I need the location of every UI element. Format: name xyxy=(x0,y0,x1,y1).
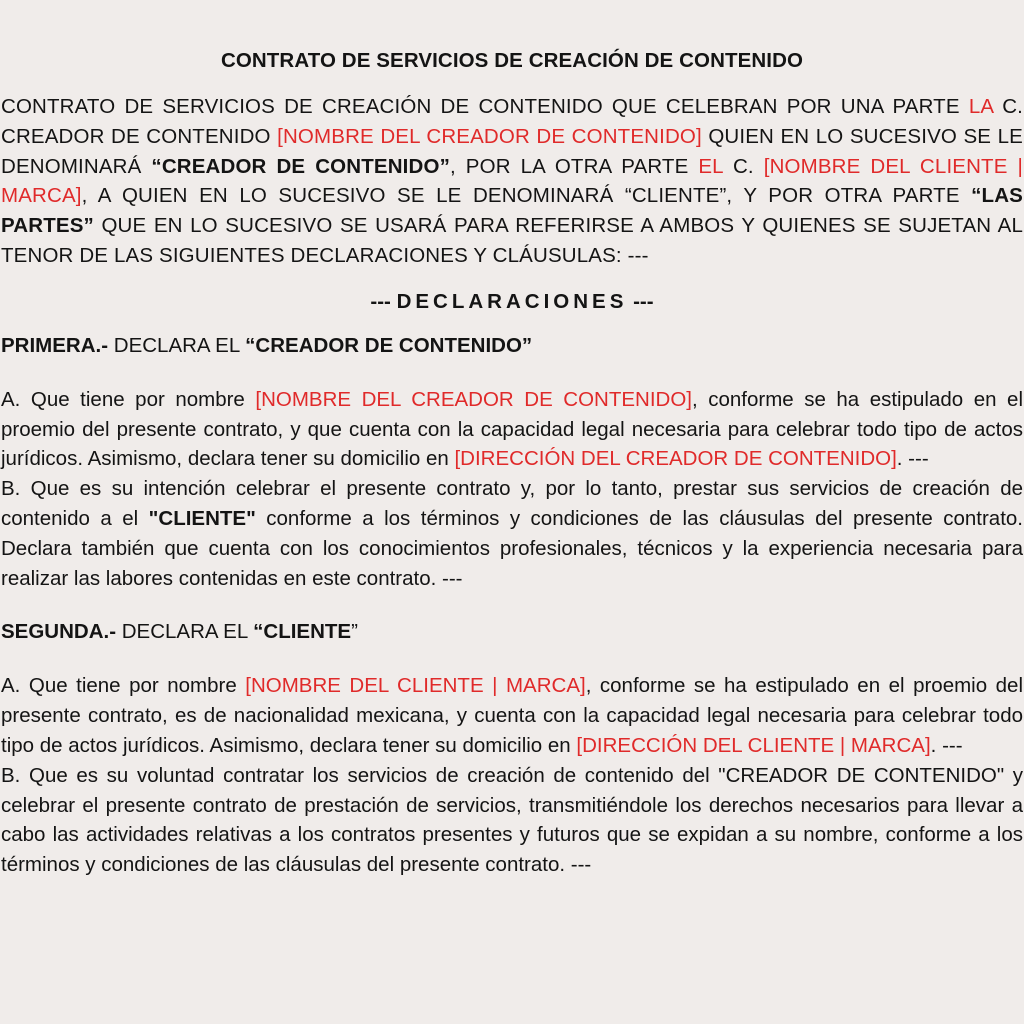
declarations-word: DECLARACIONES xyxy=(396,289,628,313)
declarations-heading xyxy=(1,287,1023,317)
segunda-label: SEGUNDA.- xyxy=(1,620,117,644)
segunda-item-b: B. Que es su voluntad contratar los servicios de creación de contenido del "CREADOR DE CONTENIDO" y celebrar el presente contrato de prestación de servicios, transmitiéndole los derechos necesarios para llevar a cabo las actividades relativas a los contratos presentes y futuros que se expidan a su nombre, conforme a los términos y condiciones de las cláusulas del presente contrato. --- xyxy=(1,763,1023,877)
segunda-subject-close: ” xyxy=(351,620,358,644)
segunda-a-address-placeholder: [DIRECCIÓN DEL CLIENTE | MARCA] xyxy=(576,733,931,757)
segunda-text: DECLARA EL xyxy=(116,620,254,644)
segunda-a-text-1: A. Que tiene por nombre xyxy=(1,674,246,698)
primera-body xyxy=(1,385,1023,594)
intro-paragraph xyxy=(1,92,1023,271)
client-name-placeholder: [NOMBRE DEL CLIENTE | MARCA] xyxy=(1,154,1023,208)
primera-label: PRIMERA.- xyxy=(1,333,109,357)
intro-el-placeholder: EL xyxy=(698,154,723,178)
primera-subject: “CREADOR DE CONTENIDO” xyxy=(245,333,533,357)
segunda-a-text-2: , conforme se ha estipulado en el proemio del presente contrato, es de nacionalidad mexicana, y cuenta con la capacidad legal necesaria para celebrar todo tipo de actos jurídicos. Asimismo, declara tener su domicilio en xyxy=(1,674,1024,757)
segunda-body xyxy=(1,671,1023,880)
primera-b-text-2: conforme a los términos y condiciones de las cláusulas del presente contrato. Declara también que cuenta con los conocimientos profesionales, técnicos y la experiencia necesaria para realizar las labores contenidas en este contrato. --- xyxy=(1,506,1023,590)
intro-text-6: , A QUIEN EN LO SUCESIVO SE LE DENOMINARÁ “CLIENTE”, Y POR OTRA PARTE xyxy=(81,184,972,208)
primera-a-text-1: A. Que tiene por nombre xyxy=(1,387,256,411)
declarations-dash-left: --- xyxy=(370,289,397,313)
primera-a-text-3: . --- xyxy=(896,447,929,471)
document-title: CONTRATO DE SERVICIOS DE CREACIÓN DE CONTENIDO xyxy=(220,49,804,72)
creator-term-bold: “CREADOR DE CONTENIDO” xyxy=(151,154,450,178)
segunda-item-a xyxy=(1,671,1023,760)
segunda-a-name-placeholder: [NOMBRE DEL CLIENTE | MARCA] xyxy=(245,674,586,698)
primera-item-a xyxy=(1,385,1023,474)
segunda-subject: “CLIENTE xyxy=(253,620,352,644)
intro-text-4: , POR LA OTRA PARTE xyxy=(449,154,699,178)
primera-heading xyxy=(1,331,1023,361)
intro-la-placeholder: LA xyxy=(968,95,994,118)
intro-text-1: CONTRATO DE SERVICIOS DE CREACIÓN DE CONTENIDO QUE CELEBRAN POR UNA PARTE xyxy=(1,95,969,118)
primera-text: DECLARA EL xyxy=(108,333,246,357)
creator-name-placeholder: [NOMBRE DEL CREADOR DE CONTENIDO] xyxy=(277,124,702,148)
intro-text-3: QUIEN EN LO SUCESIVO SE LE DENOMINARÁ xyxy=(1,124,1023,178)
primera-b-text-1: B. Que es su intención celebrar el presente contrato y, por lo tanto, prestar sus servicios de creación de contenido a el xyxy=(1,477,1023,530)
primera-a-name-placeholder: [NOMBRE DEL CREADOR DE CONTENIDO] xyxy=(255,387,692,411)
primera-a-address-placeholder: [DIRECCIÓN DEL CREADOR DE CONTENIDO] xyxy=(454,447,897,471)
intro-text-5: C. xyxy=(722,154,764,178)
primera-b-client-bold: "CLIENTE" xyxy=(148,506,256,530)
declarations-dash-right: --- xyxy=(627,289,654,313)
intro-text-7: QUE EN LO SUCESIVO SE USARÁ PARA REFERIRSE A AMBOS Y QUIENES SE SUJETAN AL TENOR DE LAS SIGUIENTES DECLARACIONES Y CLÁUSULAS: --- xyxy=(1,214,1023,267)
intro-text-2: C. CREADOR DE CONTENIDO xyxy=(1,95,1023,148)
parties-term-bold: “LAS PARTES” xyxy=(1,184,1023,238)
primera-item-b xyxy=(1,474,1023,593)
segunda-a-text-3: . --- xyxy=(930,733,963,757)
primera-a-text-2: , conforme se ha estipulado en el proemio del presente contrato, y que cuenta con la capacidad legal necesaria para celebrar todo tipo de actos jurídicos. Asimismo, declara tener su domicilio en xyxy=(1,387,1023,471)
segunda-heading xyxy=(1,617,1023,647)
